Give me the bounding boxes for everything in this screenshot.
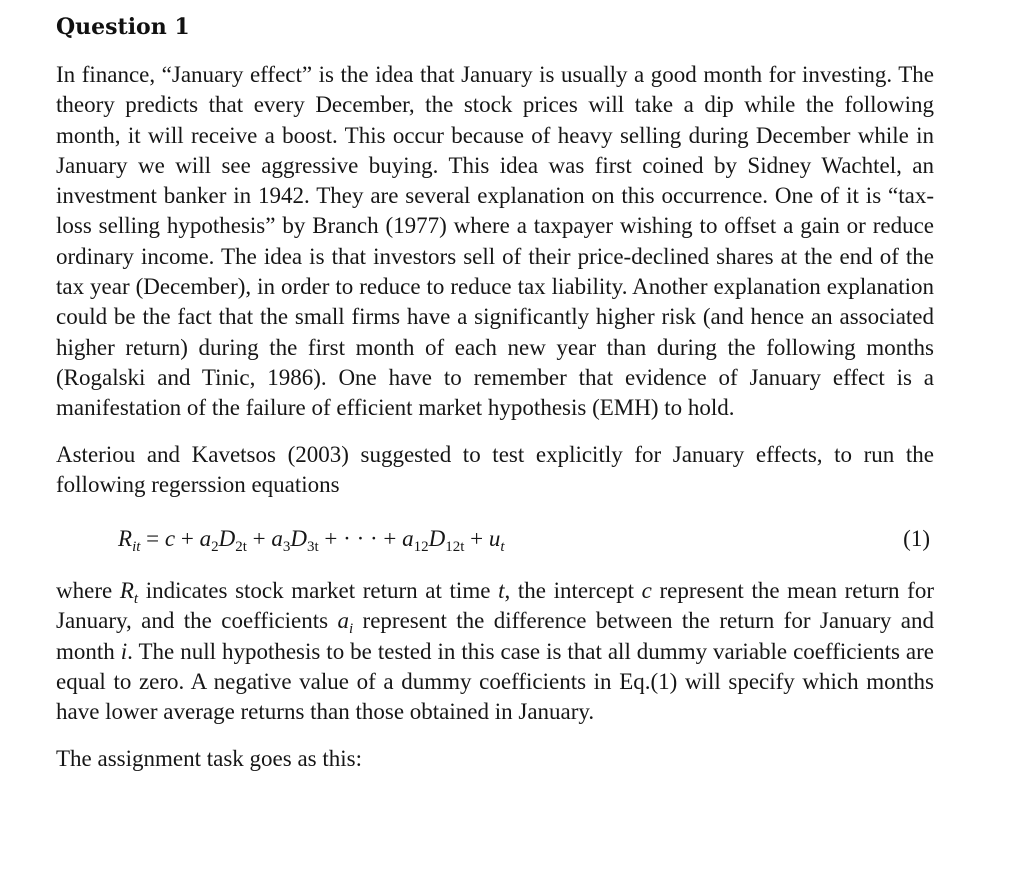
- paragraph-assignment-task: The assignment task goes as this:: [56, 745, 362, 771]
- paragraph-variable-definitions: where $R_t$ indicates stock market return at time t, the intercept c represent the mean return for January, and the coefficients $a_i$ represent the difference between the return for January and month i. The null hypothesis to be tested in this case is that all dummy variable coefficients are equal to zero. A negative value of a dummy coefficients in Eq.(1) will specify which months have lower average returns than those obtained in January.: [56, 578, 935, 725]
- paragraph-spacer: [56, 424, 934, 440]
- paragraph-spacer: [56, 728, 934, 744]
- paragraph-january-effect: In finance, “January effect” is the idea that January is usually a good month for investing. The theory predicts that every December, the stock prices will take a dip while the following month, it will receive a boost. This occur because of heavy selling during December while in January we will see aggressive buying. This idea was first coined by Sidney Wachtel, an investment banker in 1942. They are several explanation on this occurrence. One of it is “tax-loss selling hypothesis” by Branch (1977) where a taxpayer wishing to offset a gain or reduce ordinary income. The idea is that investors sell of their price-declined shares at the end of the tax year (December), in order to reduce to reduce tax liability. Another explanation explanation could be the fact that the small firms have a significantly higher risk (and hence an associated higher return) during the first month of each new year than during the following months (Rogalski and Tinic, 1986). One have to remember that evidence of January effect is a manifestation of the failure of efficient market hypothesis (EMH) to hold.: [56, 62, 934, 421]
- equation-block: [56, 524, 934, 554]
- regression-equation: $R_{it} = c + a_2D_{2t} + a_3D_{3t}$ + · · · + $a_{12}D_{12t} + u_t$: [118, 526, 505, 556]
- document-page: [56, 12, 934, 774]
- question-heading: Question 1: [56, 14, 190, 40]
- equation-number: (1): [903, 526, 930, 552]
- paragraph-regression-intro: Asteriou and Kavetsos (2003) suggested to test explicitly for January effects, to run the following regerssion equations: [56, 441, 934, 497]
